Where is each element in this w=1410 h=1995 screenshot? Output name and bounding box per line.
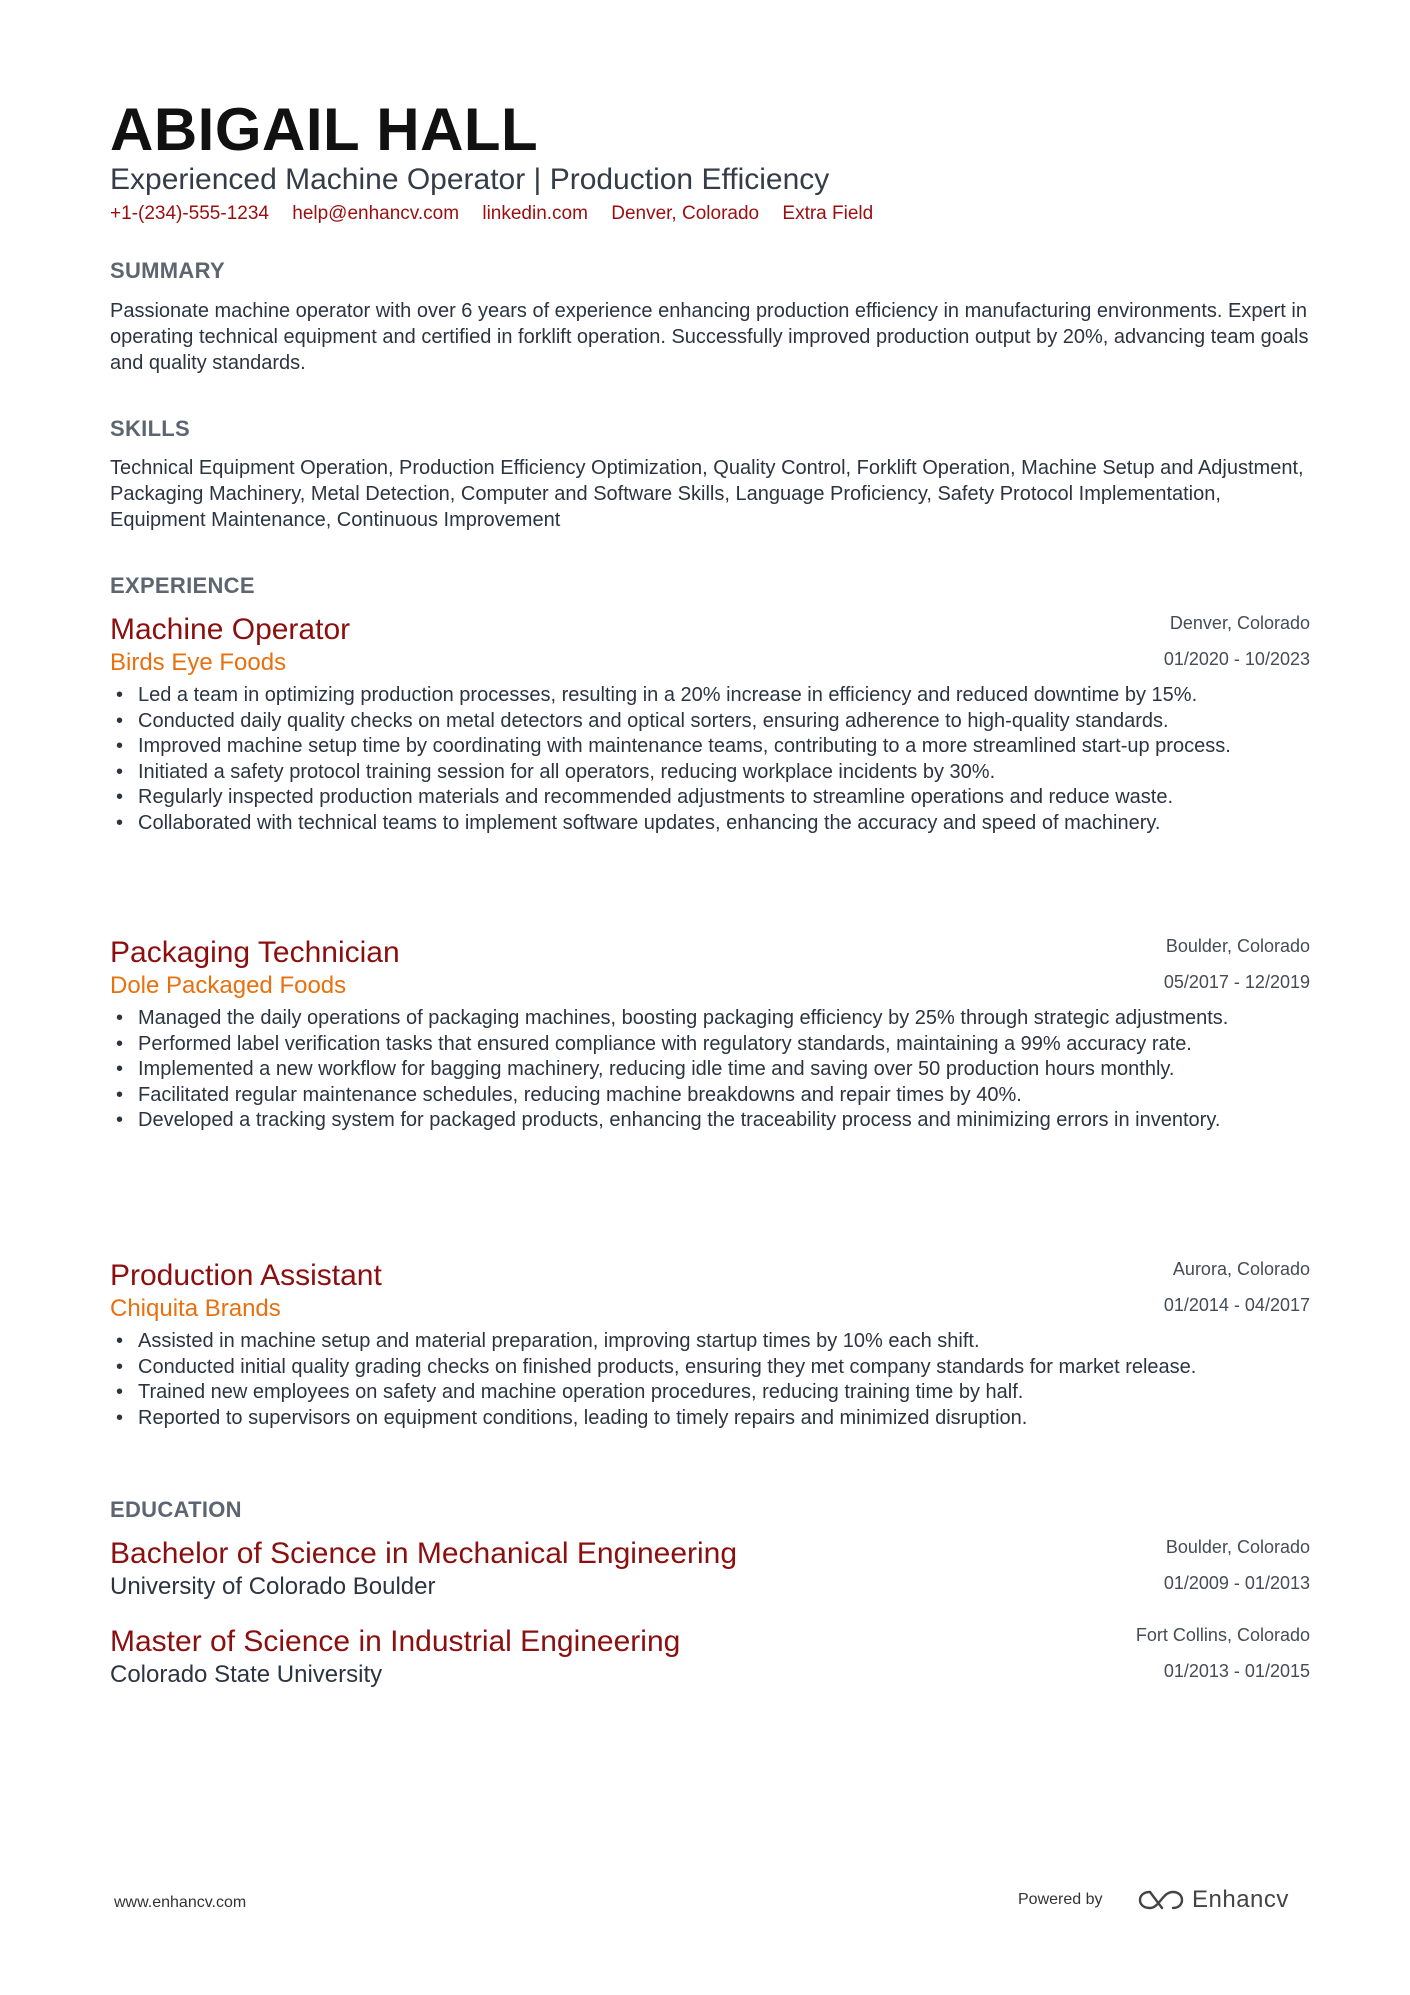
job-bullets [110, 1006, 1310, 1134]
list-item: • Facilitated regular maintenance schedules, reducing machine breakdowns and repair times by 40%. [110, 1083, 1310, 1109]
list-item: • Collaborated with technical teams to implement software updates, enhancing the accuracy and speed of machinery. [110, 811, 1310, 837]
footer-website[interactable]: www.enhancv.com [114, 1894, 247, 1911]
list-item: • Developed a tracking system for packaged products, enhancing the traceability process and minimizing errors in inventory. [110, 1108, 1310, 1134]
job-title: Packaging Technician [110, 936, 400, 969]
extra-field-text: Extra Field [782, 203, 874, 224]
job-dates: 05/2017 - 12/2019 [1163, 972, 1310, 992]
list-item: • Assisted in machine setup and material preparation, improving startup times by 10% each shift. [110, 1329, 1310, 1355]
email-link[interactable]: help@enhancv.com [292, 203, 460, 224]
enhancv-brand[interactable] [1138, 1882, 1289, 1918]
candidate-name: ABIGAIL HALL [110, 96, 539, 163]
list-item: • Managed the daily operations of packaging machines, boosting packaging efficiency by 25% through strategic adjustments. [110, 1006, 1310, 1032]
degree-title: Master of Science in Industrial Engineering [110, 1625, 681, 1658]
skills-text: Technical Equipment Operation, Production Efficiency Optimization, Quality Control, Forklift Operation, Machine Setup and Adjustment, Packaging Machinery, Metal Detection, Computer and Software Skills, Language Proficiency, Safety Protocol Implementation, Equipment Maintenance, Continuous Improvement [110, 457, 1304, 531]
candidate-headline: Experienced Machine Operator | Production Efficiency [110, 163, 830, 196]
brand-name: Enhancv [1192, 1886, 1289, 1913]
location-text: Denver, Colorado [611, 203, 760, 224]
list-item: • Implemented a new workflow for bagging machinery, reducing idle time and saving over 50 production hours monthly. [110, 1057, 1310, 1083]
job-location: Boulder, Colorado [1165, 936, 1310, 956]
list-item: • Led a team in optimizing production processes, resulting in a 20% increase in efficiency and reduced downtime by 15%. [110, 683, 1310, 709]
school-name: University of Colorado Boulder [110, 1573, 436, 1600]
phone-link[interactable]: +1-(234)-555-1234 [110, 203, 269, 224]
list-item: • Conducted daily quality checks on metal detectors and optical sorters, ensuring adherence to high-quality standards. [110, 709, 1310, 735]
job-location: Aurora, Colorado [1172, 1259, 1310, 1279]
education-heading: EDUCATION [110, 1497, 242, 1522]
summary-heading: SUMMARY [110, 258, 225, 283]
list-item: • Conducted initial quality grading checks on finished products, ensuring they met company standards for market release. [110, 1355, 1310, 1381]
job-company: Dole Packaged Foods [110, 972, 347, 999]
job-title: Production Assistant [110, 1259, 382, 1292]
job-title: Machine Operator [110, 613, 351, 646]
education-location: Fort Collins, Colorado [1135, 1625, 1310, 1645]
education-location: Boulder, Colorado [1165, 1537, 1310, 1557]
job-bullets [110, 1329, 1310, 1431]
job-company: Birds Eye Foods [110, 649, 287, 676]
contact-bar [110, 202, 891, 226]
education-dates: 01/2013 - 01/2015 [1163, 1661, 1310, 1681]
enhancv-logo-icon [1138, 1888, 1184, 1912]
skills-heading: SKILLS [110, 416, 191, 441]
list-item: • Reported to supervisors on equipment conditions, leading to timely repairs and minimized disruption. [110, 1406, 1310, 1432]
school-name: Colorado State University [110, 1661, 383, 1688]
list-item: • Improved machine setup time by coordinating with maintenance teams, contributing to a more streamlined start-up process. [110, 734, 1310, 760]
job-location: Denver, Colorado [1169, 613, 1310, 633]
job-dates: 01/2020 - 10/2023 [1163, 649, 1310, 669]
job-bullets [110, 683, 1310, 836]
education-dates: 01/2009 - 01/2013 [1163, 1573, 1310, 1593]
powered-by-text: Powered by [1018, 1891, 1103, 1908]
list-item: • Regularly inspected production materials and recommended adjustments to streamline operations and reduce waste. [110, 785, 1310, 811]
experience-heading: EXPERIENCE [110, 573, 255, 598]
job-company: Chiquita Brands [110, 1295, 281, 1322]
list-item: • Initiated a safety protocol training session for all operators, reducing workplace incidents by 30%. [110, 760, 1310, 786]
degree-title: Bachelor of Science in Mechanical Engineering [110, 1537, 738, 1570]
linkedin-link[interactable]: linkedin.com [482, 203, 588, 224]
summary-text: Passionate machine operator with over 6 years of experience enhancing production efficiency in manufacturing environments. Expert in operating technical equipment and certified in forklift operation. Successfully improved production output by 20%, advancing team goals and quality standards. [110, 300, 1309, 374]
list-item: • Trained new employees on safety and machine operation procedures, reducing training time by half. [110, 1380, 1310, 1406]
job-dates: 01/2014 - 04/2017 [1163, 1295, 1310, 1315]
list-item: • Performed label verification tasks that ensured compliance with regulatory standards, maintaining a 99% accuracy rate. [110, 1032, 1310, 1058]
